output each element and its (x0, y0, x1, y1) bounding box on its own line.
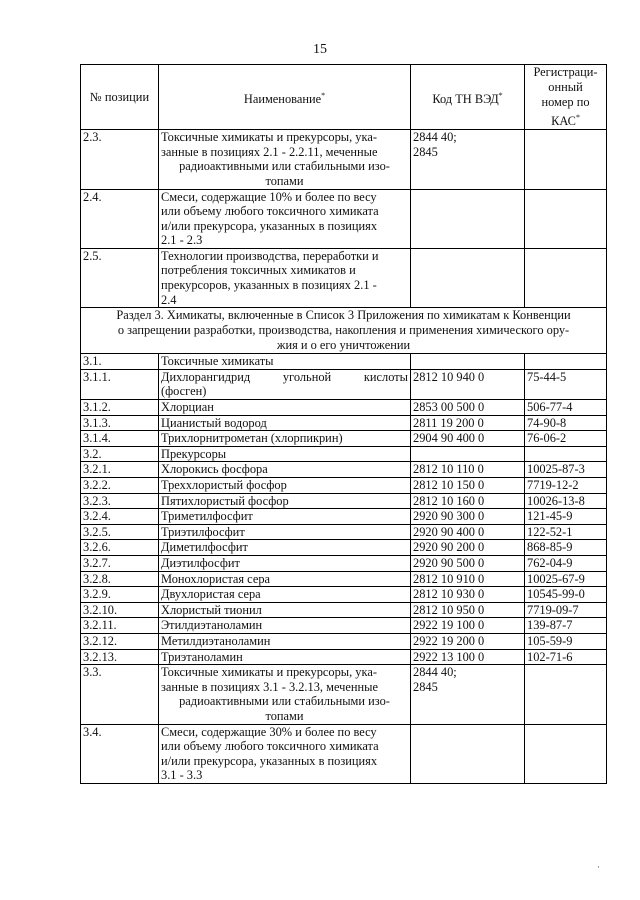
cell-code: 2812 10 950 0 (411, 602, 525, 618)
section-line: о запрещении разработки, производства, накопления и применения химического ору- (117, 323, 570, 338)
header-code-label: Код ТН ВЭД (432, 91, 499, 106)
footnote-mark: * (575, 113, 580, 122)
table-row (81, 354, 607, 370)
cell-name (159, 189, 411, 248)
cell-code: 2920 90 500 0 (411, 555, 525, 571)
cell-cas (525, 189, 607, 248)
cell-code: 2922 13 100 0 (411, 649, 525, 665)
table-row (81, 400, 607, 416)
cell-position: 2.5. (81, 248, 159, 307)
cell-position: 3.2.10. (81, 602, 159, 618)
cell-cas: 7719-09-7 (525, 602, 607, 618)
cell-code: 2922 19 200 0 (411, 633, 525, 649)
cell-position: 3.1. (81, 354, 159, 370)
cell-position: 3.2.11. (81, 618, 159, 634)
table-row (81, 130, 607, 189)
cell-position: 3.2.1. (81, 462, 159, 478)
cell-name: Пятихлористый фосфор (159, 493, 411, 509)
header-name-label: Наименование (243, 91, 322, 106)
cell-code: 2812 10 150 0 (411, 478, 525, 494)
table-row (81, 446, 607, 462)
header-position-label: № позиции (89, 89, 150, 104)
table-row (81, 189, 607, 248)
cell-code: 2812 10 910 0 (411, 571, 525, 587)
cell-cas: 506-77-4 (525, 400, 607, 416)
cell-cas: 75-44-5 (525, 369, 607, 399)
cell-cas (525, 354, 607, 370)
header-cas-line: Регистраци- (533, 65, 598, 79)
cell-position: 3.1.1. (81, 369, 159, 399)
cell-name: Трихлорнитрометан (хлорпикрин) (159, 431, 411, 447)
cell-position: 3.2.13. (81, 649, 159, 665)
cell-code: 2812 10 930 0 (411, 587, 525, 603)
table-row (81, 555, 607, 571)
cell-name (159, 248, 411, 307)
cell-name (159, 724, 411, 783)
cell-name: Триметилфосфит (159, 509, 411, 525)
code-line: 2845 (413, 144, 438, 159)
cell-cas: 122-52-1 (525, 524, 607, 540)
name-line: Смеси, содержащие 30% и более по весу (161, 724, 377, 739)
name-line: занные в позициях 2.1 - 2.2.11, меченные (161, 144, 378, 159)
code-line: 2845 (413, 679, 438, 694)
name-line: и/или прекурсора, указанных в позициях (161, 218, 378, 233)
cell-code: 2812 10 940 0 (411, 369, 525, 399)
cell-position: 3.3. (81, 665, 159, 724)
cell-code (411, 446, 525, 462)
cell-name: Диметилфосфит (159, 540, 411, 556)
cell-name: Хлорокись фосфора (159, 462, 411, 478)
header-cas (525, 65, 607, 130)
cell-cas (525, 446, 607, 462)
table-row (81, 462, 607, 478)
footnote-mark: * (321, 90, 326, 100)
cell-name: Хлористый тионил (159, 602, 411, 618)
cell-name: Диэтилфосфит (159, 555, 411, 571)
name-line: 3.1 - 3.3 (161, 768, 203, 783)
header-cas-line: онный (548, 80, 583, 94)
cell-cas: 102-71-6 (525, 649, 607, 665)
cell-cas: 10026-13-8 (525, 493, 607, 509)
cell-name: Токсичные химикаты (159, 354, 411, 370)
cell-code (411, 248, 525, 307)
cell-name (159, 665, 411, 724)
table-row (81, 633, 607, 649)
name-line: 2.4 (161, 292, 177, 307)
table-row (81, 415, 607, 431)
cell-name: Триэтаноламин (159, 649, 411, 665)
cell-cas: 10025-87-3 (525, 462, 607, 478)
cell-cas (525, 724, 607, 783)
table-row (81, 248, 607, 307)
cell-name: Монохлористая сера (159, 571, 411, 587)
cell-name: Метилдиэтаноламин (159, 633, 411, 649)
cell-position: 3.2.3. (81, 493, 159, 509)
section-line: жия и о его уничтожении (276, 338, 411, 353)
cell-code (411, 354, 525, 370)
table-row (81, 540, 607, 556)
table-row (81, 369, 607, 399)
section-heading (81, 308, 607, 354)
cell-code: 2811 19 200 0 (411, 415, 525, 431)
cell-cas: 121-45-9 (525, 509, 607, 525)
name-line: Токсичные химикаты и прекурсоры, ука- (161, 130, 377, 145)
cell-position: 3.2.8. (81, 571, 159, 587)
cell-position: 3.1.3. (81, 415, 159, 431)
corner-mark: · (597, 862, 600, 872)
cell-cas: 105-59-9 (525, 633, 607, 649)
cell-cas: 10025-67-9 (525, 571, 607, 587)
name-line: или объему любого токсичного химиката (161, 204, 379, 219)
header-name (159, 65, 411, 130)
code-line: 2844 40; (413, 665, 457, 680)
name-line: топами (265, 173, 304, 188)
cell-name: Этилдиэтаноламин (159, 618, 411, 634)
name-line: радиоактивными или стабильными изо- (179, 694, 390, 709)
cell-code (411, 724, 525, 783)
cell-name: Цианистый водород (159, 415, 411, 431)
cell-code: 2920 90 200 0 (411, 540, 525, 556)
cell-position: 3.4. (81, 724, 159, 783)
header-cas-line: КАС (551, 114, 576, 129)
cell-code: 2922 19 100 0 (411, 618, 525, 634)
cell-code (411, 189, 525, 248)
name-line: и/или прекурсора, указанных в позициях (161, 753, 378, 768)
name-line: Смеси, содержащие 10% и более по весу (161, 189, 377, 204)
cell-name: Прекурсоры (159, 446, 411, 462)
cell-cas: 868-85-9 (525, 540, 607, 556)
table-row (81, 478, 607, 494)
cell-position: 2.3. (81, 130, 159, 189)
cell-code: 2920 90 300 0 (411, 509, 525, 525)
cell-cas: 762-04-9 (525, 555, 607, 571)
name-line: или объему любого токсичного химиката (161, 739, 379, 754)
section-line: Раздел 3. Химикаты, включенные в Список 3 Приложения по химикатам к Конвенции (116, 308, 571, 323)
cell-name: Двухлористая сера (159, 587, 411, 603)
table-row (81, 509, 607, 525)
table-row (81, 524, 607, 540)
name-line: топами (265, 708, 304, 723)
cell-cas: 10545-99-0 (525, 587, 607, 603)
table-row (81, 665, 607, 724)
name-line: (фосген) (161, 384, 207, 399)
name-line: прекурсоров, указанных в позициях 2.1 - (161, 278, 377, 293)
table-row (81, 602, 607, 618)
chemicals-table (80, 64, 607, 784)
cell-cas: 139-87-7 (525, 618, 607, 634)
code-line: 2844 40; (413, 130, 457, 145)
cell-name: Хлорциан (159, 400, 411, 416)
section-row (81, 308, 607, 354)
cell-position: 3.2.12. (81, 633, 159, 649)
header-position (81, 65, 159, 130)
cell-cas: 76-06-2 (525, 431, 607, 447)
cell-position: 3.2.9. (81, 587, 159, 603)
cell-name: Треххлористый фосфор (159, 478, 411, 494)
cell-cas: 74-90-8 (525, 415, 607, 431)
table-row (81, 724, 607, 783)
cell-code: 2853 00 500 0 (411, 400, 525, 416)
cell-position: 3.1.4. (81, 431, 159, 447)
name-line: Токсичные химикаты и прекурсоры, ука- (161, 665, 377, 680)
cell-position: 3.2.5. (81, 524, 159, 540)
cell-position: 3.2.7. (81, 555, 159, 571)
table-row (81, 649, 607, 665)
cell-cas (525, 665, 607, 724)
name-line: занные в позициях 3.1 - 3.2.13, меченные (161, 679, 378, 694)
name-line: Технологии производства, переработки и (161, 248, 379, 263)
name-line: 2.1 - 2.3 (161, 233, 203, 248)
header-code (411, 65, 525, 130)
cell-cas: 7719-12-2 (525, 478, 607, 494)
cell-code: 2812 10 110 0 (411, 462, 525, 478)
cell-code: 2812 10 160 0 (411, 493, 525, 509)
table-row (81, 493, 607, 509)
cell-code: 2904 90 400 0 (411, 431, 525, 447)
cell-position: 3.2.6. (81, 540, 159, 556)
cell-code: 2920 90 400 0 (411, 524, 525, 540)
table-row (81, 618, 607, 634)
table-row (81, 571, 607, 587)
table-header-row (81, 65, 607, 130)
cell-position: 3.2.2. (81, 478, 159, 494)
cell-position: 3.2.4. (81, 509, 159, 525)
header-cas-line: номер по (541, 95, 590, 109)
name-line: Дихлорангидрид угольной кислоты (161, 369, 408, 384)
footnote-mark: * (498, 90, 503, 100)
cell-position: 3.2. (81, 446, 159, 462)
cell-name: Триэтилфосфит (159, 524, 411, 540)
cell-code (411, 665, 525, 724)
cell-cas (525, 248, 607, 307)
table-row (81, 431, 607, 447)
cell-cas (525, 130, 607, 189)
table-row (81, 587, 607, 603)
cell-name (159, 369, 411, 399)
page-number: 15 (313, 42, 327, 57)
name-line: радиоактивными или стабильными изо- (179, 159, 390, 174)
cell-position: 3.1.2. (81, 400, 159, 416)
name-line: потребления токсичных химикатов и (161, 263, 356, 278)
cell-name (159, 130, 411, 189)
cell-code (411, 130, 525, 189)
cell-position: 2.4. (81, 189, 159, 248)
